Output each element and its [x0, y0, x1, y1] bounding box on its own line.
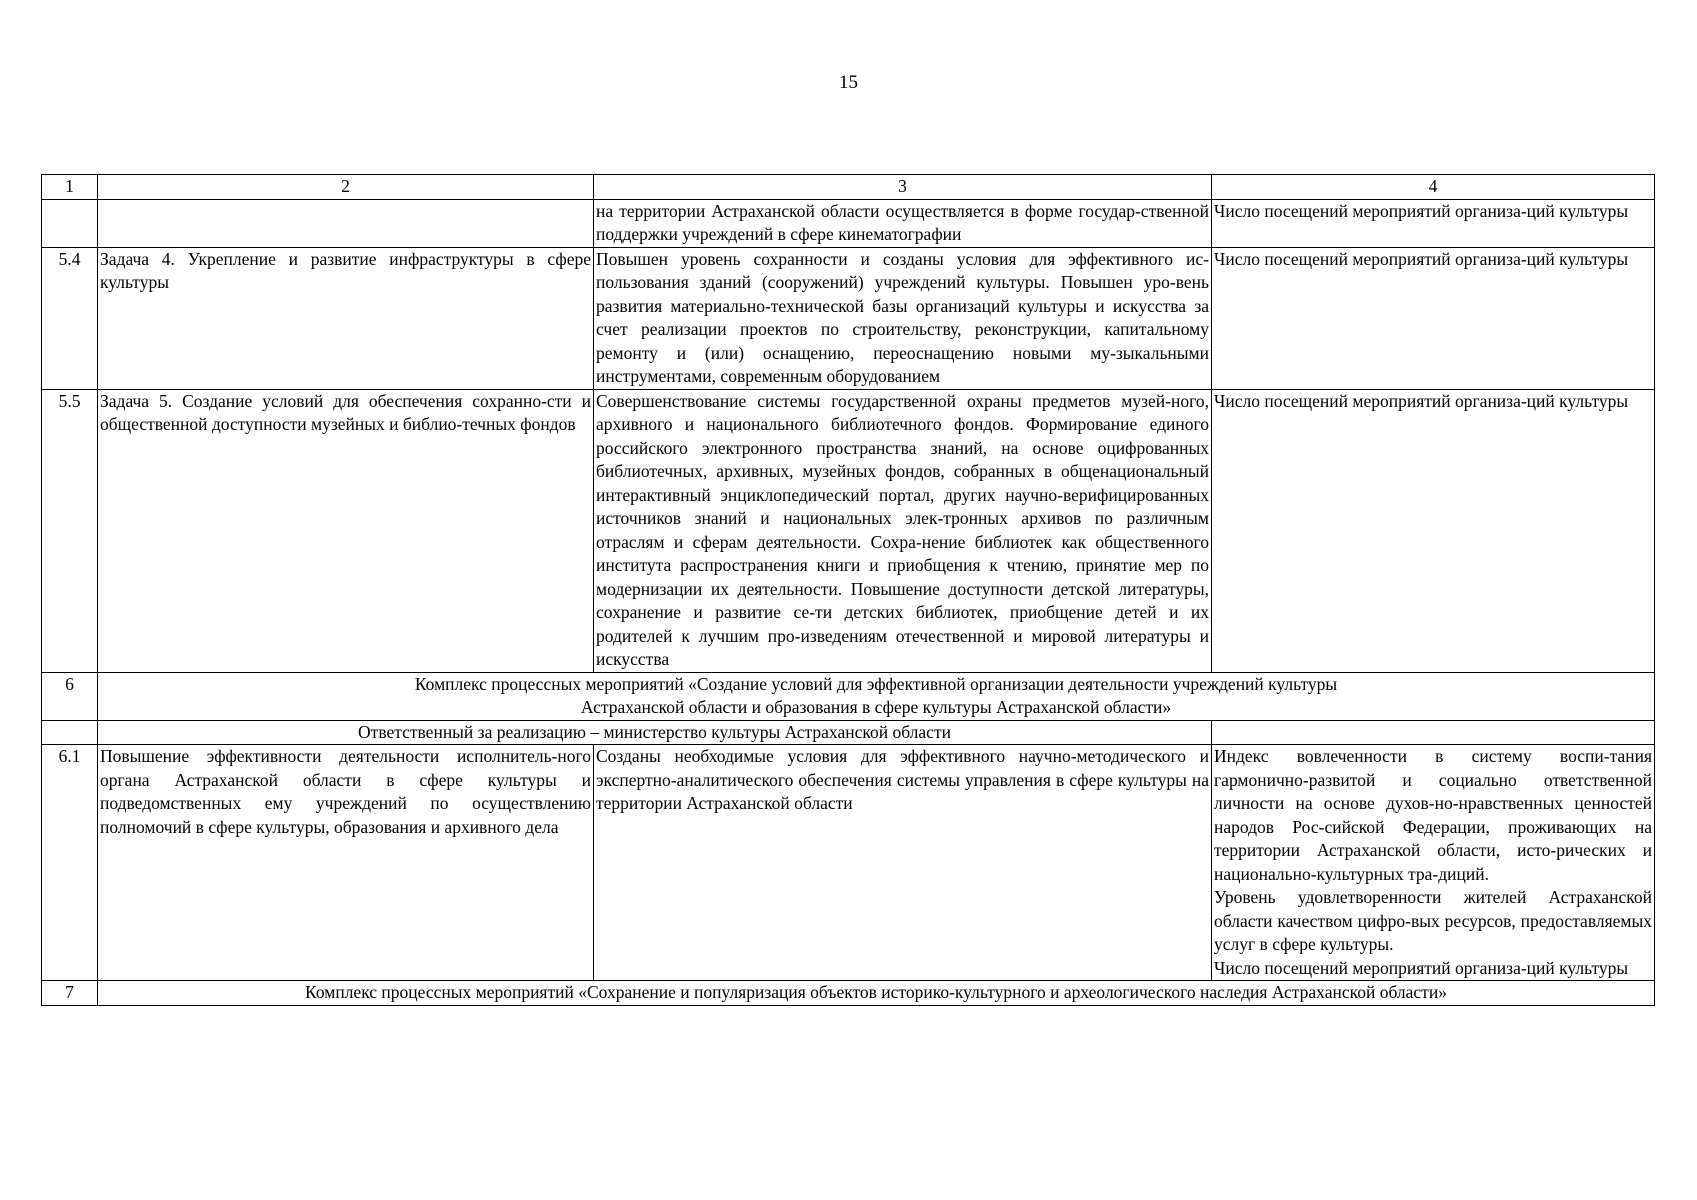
section-title-line-1: Комплекс процессных мероприятий «Создание условий для эффективной организации деятельности учреждений культуры: [414, 673, 1338, 694]
result-cell: Созданы необходимые условия для эффективного научно-методического и экспертно-аналитического обеспечения системы управления в сфере культуры на территории Астраханской области: [594, 745, 1212, 981]
indicator-cell: [1212, 745, 1655, 981]
program-table: [41, 174, 1655, 1006]
column-header-4: 4: [1212, 175, 1655, 200]
column-header-1: 1: [42, 175, 98, 200]
result-cell: Повышен уровень сохранности и созданы условия для эффективного ис-пользования зданий (сооружений) учреждений культуры. Повышен уро-вень развития материально-технической базы организаций культуры и искусства за счет реализации проектов по строительству, реконструкции, капитальному ремонту и (или) оснащению, переоснащению новыми му-зыкальными инструментами, современным оборудованием: [594, 247, 1212, 389]
indicator-cell: Число посещений мероприятий организа-ций культуры: [1212, 247, 1655, 389]
section-title-cell: Комплекс процессных мероприятий «Сохранение и популяризация объектов историко-культурного и археологического наследия Астраханской области»: [98, 981, 1655, 1006]
task-cell: Задача 5. Создание условий для обеспечения сохранно-сти и общественной доступности музейных и библио-течных фондов: [98, 389, 594, 672]
indicator-3: Число посещений мероприятий организа-ций культуры: [1214, 957, 1629, 978]
column-header-3: 3: [594, 175, 1212, 200]
row-number-empty: [42, 720, 98, 745]
row-number: 6: [42, 672, 98, 720]
row-number: 7: [42, 981, 98, 1006]
result-cell: на территории Астраханской области осуществляется в форме государ-ственной поддержки учреждений в сфере кинематографии: [594, 199, 1212, 247]
table-row-continuation: [42, 199, 1655, 247]
table-row-7: [42, 981, 1655, 1006]
table-row-6-1: [42, 745, 1655, 981]
row-number: 6.1: [42, 745, 98, 981]
task-cell: [98, 199, 594, 247]
page-number: 15: [839, 72, 858, 93]
empty-cell: [1212, 720, 1655, 745]
table-header-row: [42, 175, 1655, 200]
task-cell: Повышение эффективности деятельности исполнитель-ного органа Астраханской области в сфере культуры и подведомственных ему учреждений по осуществлению полномочий в сфере культуры, образования и архивного дела: [98, 745, 594, 981]
responsible-cell: Ответственный за реализацию – министерство культуры Астраханской области: [98, 720, 1212, 745]
table-row-5-4: [42, 247, 1655, 389]
table-row-5-5: [42, 389, 1655, 672]
indicator-1: Индекс вовлеченности в систему воспи-тания гармонично-развитой и социально ответственной личности на основе духов-но-нравственных ценностей народов Рос-сийской Федерации, проживающих на территории Астраханской области, исто-рических и национально-культурных тра-диций.: [1214, 746, 1652, 884]
indicator-2: Уровень удовлетворенности жителей Астраханской области качеством цифро-вых ресурсов, предоставляемых услуг в сфере культуры.: [1214, 887, 1652, 954]
task-cell: Задача 4. Укрепление и развитие инфраструктуры в сфере культуры: [98, 247, 594, 389]
section-title-line-2: Астраханской области и образования в сфере культуры Астраханской области»: [580, 697, 1172, 717]
row-number: [42, 199, 98, 247]
row-number: 5.5: [42, 389, 98, 672]
result-cell: Совершенствование системы государственной охраны предметов музей-ного, архивного и национального библиотечного фондов. Формирование единого российского электронного пространства знаний, на основе оцифрованных библиотечных, архивных, музейных фондов, собранных в общенациональный интерактивный энциклопедический портал, других научно-верифицированных источников знаний и национальных элек-тронных архивов по различным отраслям и сферам деятельности. Сохра-нение библиотек как общественного института распространения книги и приобщения к чтению, принятие мер по модернизации их деятельности. Повышение доступности детской литературы, сохранение и развитие се-ти детских библиотек, приобщение детей и их родителей к лучшим про-изведениям отечественной и мировой литературы и искусства: [594, 389, 1212, 672]
column-header-2: 2: [98, 175, 594, 200]
indicator-cell: Число посещений мероприятий организа-ций культуры: [1212, 199, 1655, 247]
row-number: 5.4: [42, 247, 98, 389]
table-row-6: [42, 672, 1655, 720]
section-title-cell: [98, 672, 1655, 720]
indicator-cell: Число посещений мероприятий организа-ций культуры: [1212, 389, 1655, 672]
table-row-responsible: [42, 720, 1655, 745]
